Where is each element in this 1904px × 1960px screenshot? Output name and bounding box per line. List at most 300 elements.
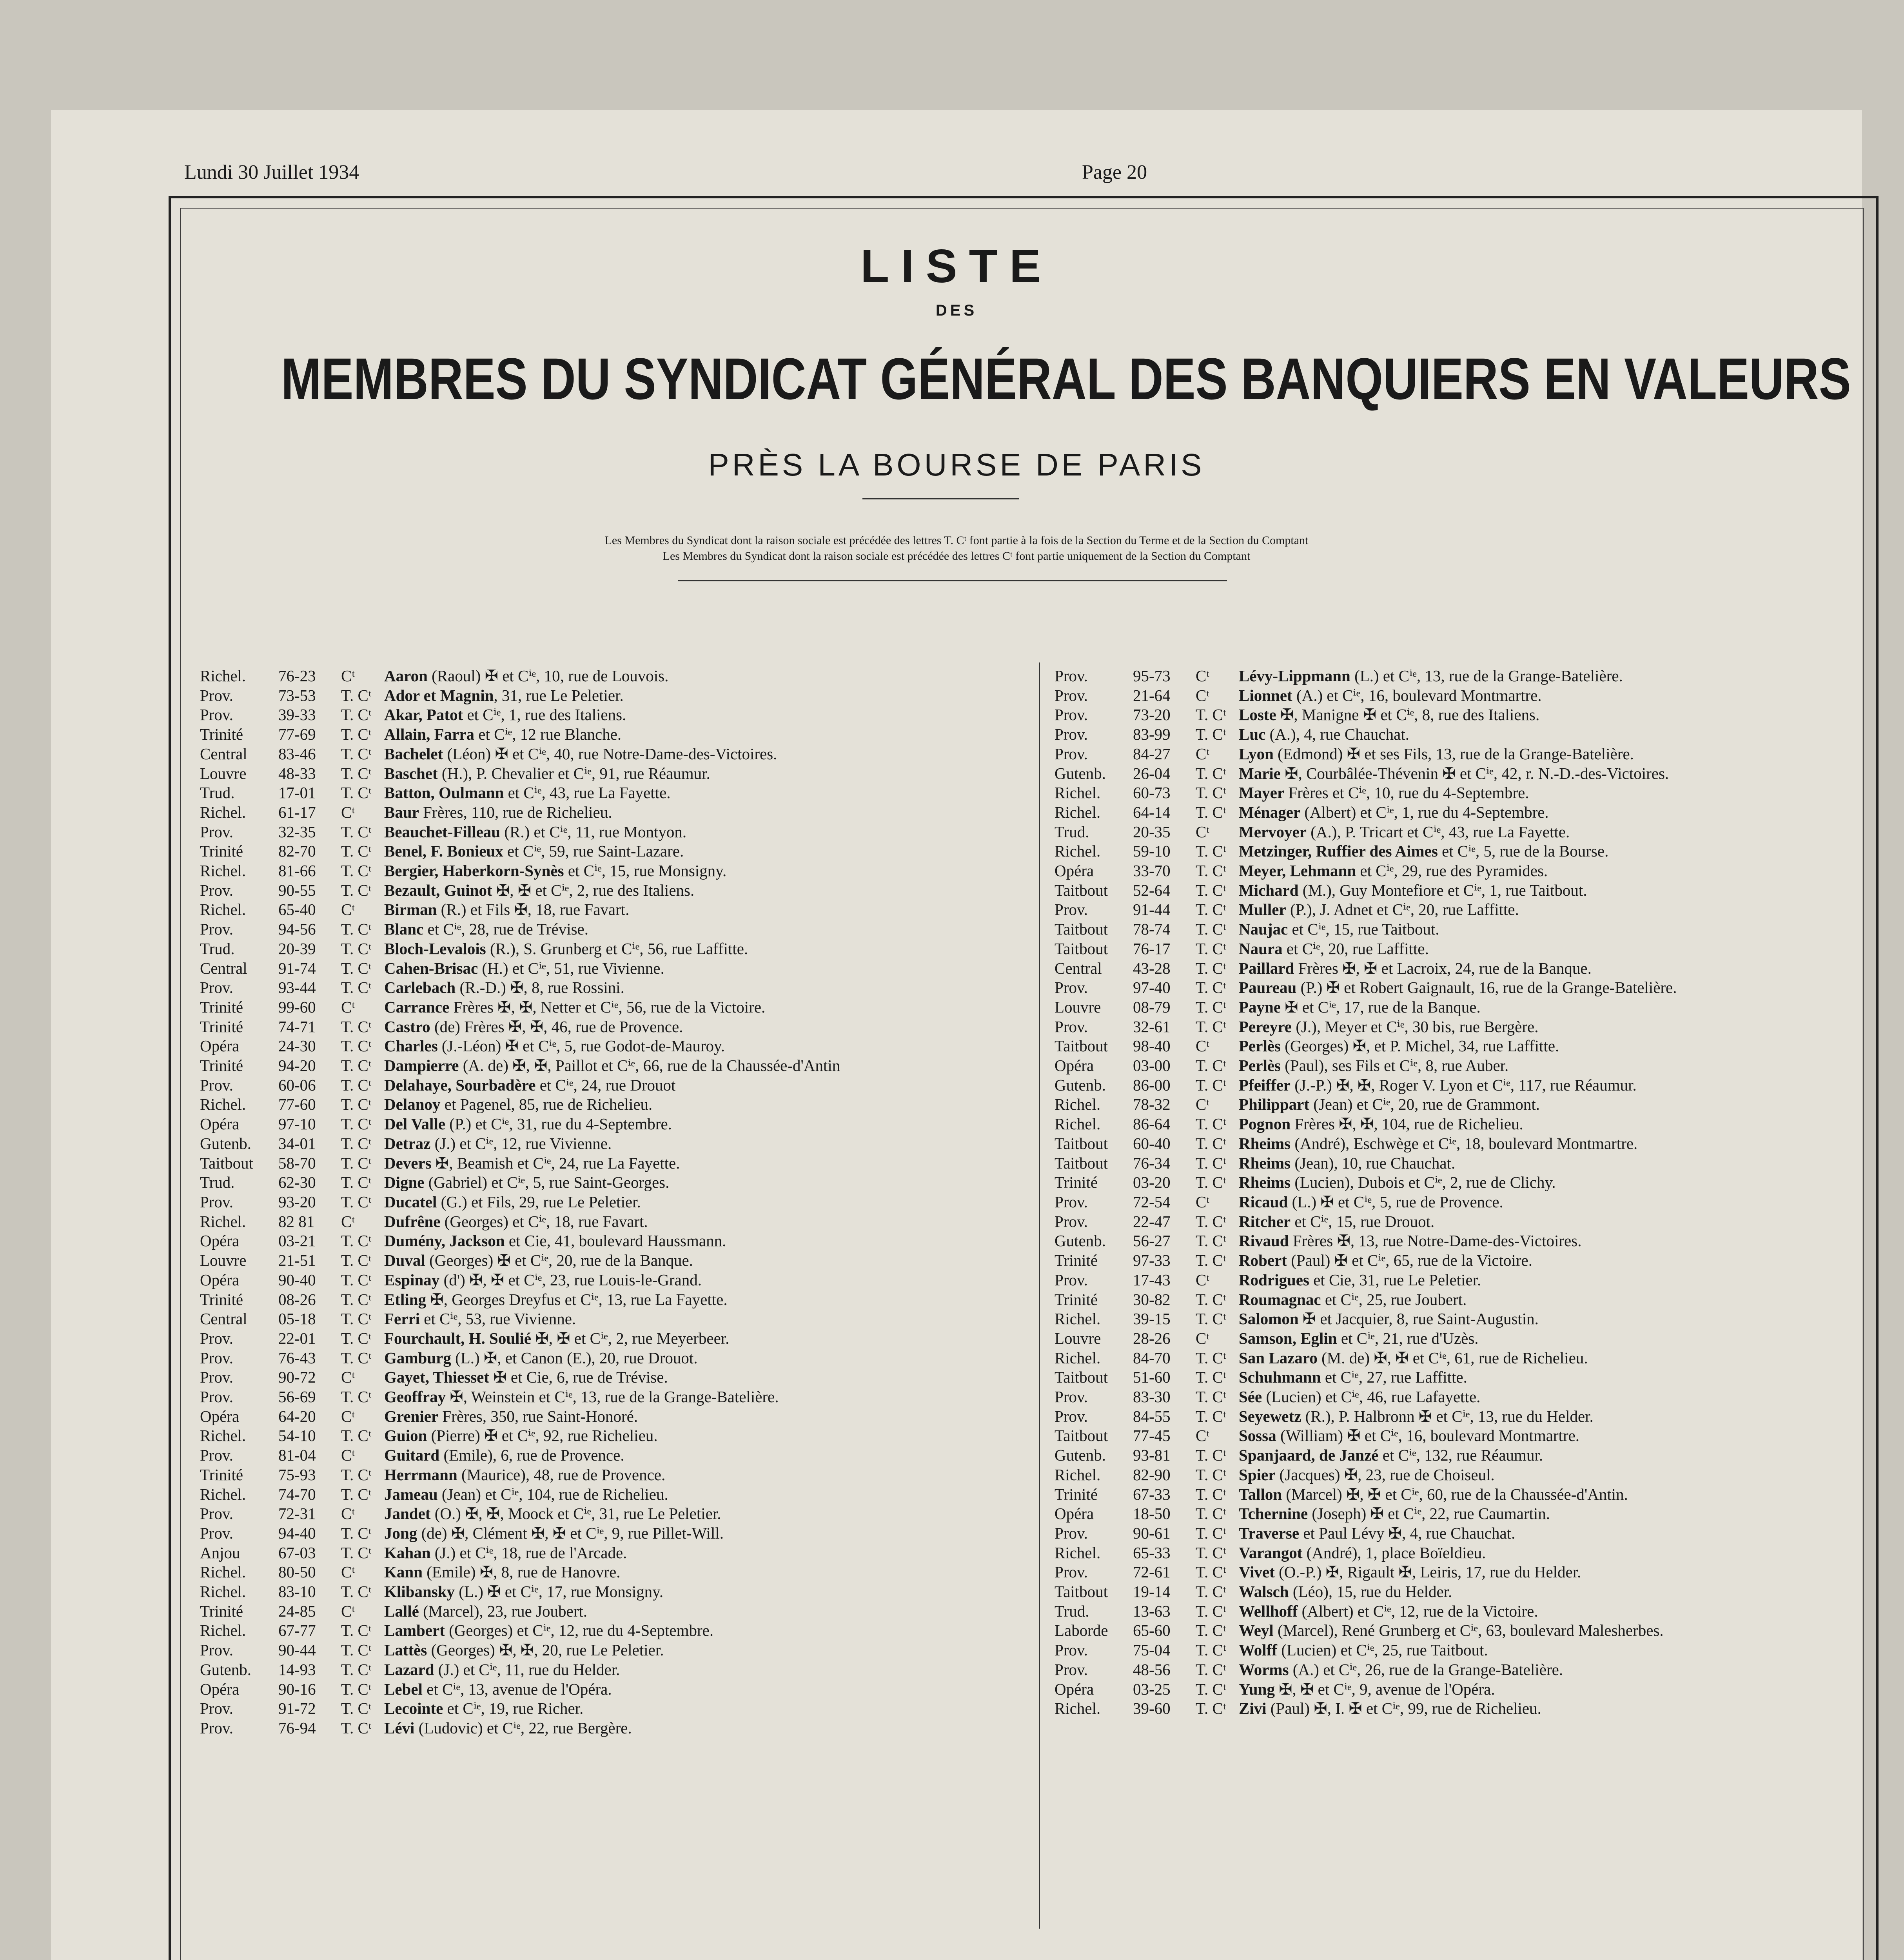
member-description (384, 900, 1023, 920)
member-exchange: Richel. (200, 803, 246, 821)
member-name: Metzinger, Ruffier des Aimes (1239, 842, 1438, 860)
member-name: Rheims (1239, 1173, 1291, 1192)
member-exchange: Richel. (1055, 1699, 1101, 1718)
member-phone: 20-35 (1133, 822, 1171, 841)
member-exchange: Prov. (1055, 706, 1088, 724)
member-description (384, 1114, 1023, 1134)
member-description (1239, 783, 1862, 803)
member-address: ✠ et Jacquier, 8, rue Saint-Augustin. (1298, 1310, 1539, 1328)
member-name: Wolff (1239, 1641, 1277, 1659)
member-name: Sossa (1239, 1426, 1276, 1445)
member-exchange: Richel. (1055, 842, 1101, 860)
member-exchange: Trinité (200, 998, 243, 1016)
member-exchange: Richel. (200, 1485, 246, 1503)
member-description (384, 1465, 1023, 1485)
member-row (200, 1699, 1023, 1719)
member-row (200, 666, 1023, 686)
member-phone: 65-60 (1133, 1621, 1171, 1640)
member-row (200, 1192, 1023, 1212)
member-section: Cᵗ (341, 1446, 355, 1465)
member-row (1055, 783, 1862, 803)
member-exchange: Prov. (1055, 1660, 1088, 1679)
member-exchange: Prov. (200, 1719, 234, 1737)
member-name: Naura (1239, 939, 1283, 958)
member-section: T. Cᵗ (341, 1543, 372, 1562)
member-row (1055, 1660, 1862, 1680)
member-row (1055, 1543, 1862, 1563)
member-description (1239, 1621, 1862, 1641)
member-row (1055, 861, 1862, 881)
member-section: T. Cᵗ (1196, 725, 1226, 744)
member-phone: 32-35 (278, 822, 316, 841)
member-name: Seyewetz (1239, 1407, 1301, 1425)
member-description (1239, 1114, 1862, 1134)
member-exchange: Richel. (1055, 1348, 1101, 1367)
member-section: T. Cᵗ (1196, 881, 1226, 899)
member-exchange: Trinité (200, 1017, 243, 1036)
member-phone: 52-64 (1133, 881, 1171, 899)
member-section: Cᵗ (341, 1563, 355, 1581)
member-row (1055, 881, 1862, 900)
member-name: Rheims (1239, 1134, 1291, 1152)
member-row (1055, 764, 1862, 784)
member-exchange: Taitbout (1055, 920, 1108, 938)
member-phone: 82 81 (278, 1212, 315, 1230)
member-description (384, 725, 1023, 744)
member-phone: 74-71 (278, 1017, 316, 1036)
member-phone: 30-82 (1133, 1290, 1171, 1308)
member-address: Frères, 350, rue Saint-Honoré. (438, 1407, 638, 1425)
member-phone: 73-53 (278, 686, 316, 704)
member-section: Cᵗ (341, 1504, 355, 1523)
member-name: Dufrêne (384, 1212, 441, 1230)
member-exchange: Opéra (1055, 862, 1094, 880)
member-description (384, 1251, 1023, 1270)
member-row (200, 1076, 1023, 1095)
member-address: et Paul Lévy ✠, 4, rue Chauchat. (1299, 1524, 1516, 1542)
member-phone: 48-33 (278, 764, 316, 782)
member-description (384, 1485, 1023, 1504)
member-section: T. Cᵗ (1196, 1115, 1226, 1133)
member-section: T. Cᵗ (1196, 1251, 1226, 1270)
member-section: T. Cᵗ (1196, 803, 1226, 821)
member-name: Digne (384, 1173, 425, 1192)
member-phone: 94-56 (278, 920, 316, 938)
member-description (384, 1036, 1023, 1056)
member-exchange: Prov. (200, 881, 234, 899)
member-address: (O.) ✠, ✠, Moock et Cⁱᵉ, 31, rue Le Peletier. (430, 1504, 721, 1523)
member-name: Lévy-Lippmann (1239, 667, 1350, 685)
member-address: (A. de) ✠, ✠, Paillot et Cⁱᵉ, 66, rue de la Chaussée-d'Antin (459, 1056, 840, 1075)
member-phone: 82-70 (278, 842, 316, 860)
member-exchange: Richel. (200, 1583, 246, 1601)
member-description (1239, 1699, 1862, 1719)
member-address: et Cⁱᵉ, 24, rue Drouot (535, 1076, 676, 1094)
member-row (1055, 842, 1862, 861)
member-address: (R.), S. Grunberg et Cⁱᵉ, 56, rue Laffitte. (486, 939, 748, 958)
member-row (1055, 822, 1862, 842)
member-phone: 56-27 (1133, 1232, 1171, 1250)
member-exchange: Central (1055, 959, 1102, 977)
member-phone: 03-00 (1133, 1056, 1171, 1075)
member-name: Lecointe (384, 1699, 443, 1718)
member-description (1239, 1231, 1862, 1251)
member-description (384, 1231, 1023, 1251)
member-section: T. Cᵗ (1196, 959, 1226, 977)
member-phone: 78-74 (1133, 920, 1171, 938)
member-row (1055, 1251, 1862, 1270)
member-section: T. Cᵗ (341, 1660, 372, 1679)
member-description (384, 1680, 1023, 1699)
member-phone: 39-60 (1133, 1699, 1171, 1718)
member-phone: 83-46 (278, 744, 316, 763)
member-address: et Cⁱᵉ, 27, rue Laffitte. (1321, 1368, 1467, 1387)
member-row (200, 764, 1023, 784)
member-phone: 83-30 (1133, 1388, 1171, 1406)
member-phone: 67-33 (1133, 1485, 1171, 1503)
member-name: Spanjaard, de Janzé (1239, 1446, 1379, 1465)
member-section: T. Cᵗ (1196, 1310, 1226, 1328)
title-des: DES (935, 302, 978, 319)
member-address: (J.) et Cⁱᵉ, 18, rue de l'Arcade. (430, 1543, 627, 1562)
member-address: (Marcel), 23, rue Joubert. (419, 1602, 588, 1620)
member-name: Perlès (1239, 1056, 1281, 1075)
member-name: Guion (384, 1426, 427, 1445)
member-exchange: Prov. (200, 1192, 234, 1211)
member-exchange: Trud. (200, 784, 235, 802)
member-description (384, 1368, 1023, 1387)
member-description (384, 1348, 1023, 1368)
member-phone: 91-74 (278, 959, 316, 977)
member-name: Beauchet-Filleau (384, 822, 501, 841)
member-row (1055, 1290, 1862, 1310)
member-description (1239, 666, 1862, 686)
member-row (1055, 939, 1862, 959)
member-description (1239, 861, 1862, 881)
member-address: (Georges) et Cⁱᵉ, 18, rue Favart. (440, 1212, 648, 1230)
member-name: Jandet (384, 1504, 431, 1523)
member-row (200, 725, 1023, 744)
member-section: T. Cᵗ (341, 842, 372, 860)
member-section: T. Cᵗ (341, 1290, 372, 1308)
member-row (1055, 1036, 1862, 1056)
member-name: Cahen-Brisac (384, 959, 478, 977)
member-description (1239, 1446, 1862, 1465)
member-name: Ritcher (1239, 1212, 1291, 1230)
member-section: T. Cᵗ (1196, 1154, 1226, 1172)
member-phone: 97-10 (278, 1115, 316, 1133)
member-name: Marie (1239, 764, 1281, 782)
member-name: Zivi (1239, 1699, 1267, 1718)
member-phone: 90-16 (278, 1680, 316, 1698)
member-row (1055, 1329, 1862, 1348)
member-row (200, 1368, 1023, 1387)
member-name: Ménager (1239, 803, 1301, 821)
member-address: et Cⁱᵉ, 5, rue de la Bourse. (1438, 842, 1609, 860)
notes-rule (678, 580, 1227, 581)
member-address: (Edmond) ✠ et ses Fils, 13, rue de la Grange-Batelière. (1273, 744, 1634, 763)
member-row (1055, 1621, 1862, 1641)
member-address: Frères ✠, 13, rue Notre-Dame-des-Victoires. (1289, 1232, 1582, 1250)
member-row (1055, 1368, 1862, 1387)
member-section: T. Cᵗ (1196, 1543, 1226, 1562)
member-description (1239, 1036, 1862, 1056)
member-description (1239, 764, 1862, 784)
member-section: T. Cᵗ (1196, 978, 1226, 997)
member-row (1055, 744, 1862, 764)
member-phone: 75-04 (1133, 1641, 1171, 1659)
member-section: T. Cᵗ (341, 1134, 372, 1152)
member-row (1055, 1582, 1862, 1602)
member-exchange: Richel. (200, 862, 246, 880)
member-address: (A.), 4, rue Chauchat. (1265, 725, 1409, 744)
member-name: Ricaud (1239, 1192, 1288, 1211)
member-phone: 24-85 (278, 1602, 316, 1620)
member-section: T. Cᵗ (1196, 764, 1226, 782)
member-row (200, 1017, 1023, 1037)
member-exchange: Richel. (1055, 1115, 1101, 1133)
member-section: T. Cᵗ (1196, 842, 1226, 860)
member-name: Bezault, Guinot (384, 881, 492, 899)
member-description (1239, 998, 1862, 1017)
member-address: (Jean) et Cⁱᵉ, 20, rue de Grammont. (1309, 1095, 1540, 1114)
member-row (1055, 978, 1862, 998)
member-exchange: Gutenb. (1055, 764, 1106, 782)
member-address: (de) Frères ✠, ✠, 46, rue de Provence. (430, 1017, 683, 1036)
page-header (184, 161, 1756, 184)
member-address: (P.) ✠ et Robert Gaignault, 16, rue de la Grange-Batelière. (1296, 978, 1677, 997)
member-description (384, 1056, 1023, 1076)
member-section: T. Cᵗ (1196, 1407, 1226, 1425)
member-description (384, 1446, 1023, 1465)
member-description (1239, 1309, 1862, 1329)
member-row (200, 1602, 1023, 1621)
member-phone: 43-28 (1133, 959, 1171, 977)
member-name: Klibansky (384, 1583, 455, 1601)
member-description (1239, 939, 1862, 959)
member-description (1239, 1368, 1862, 1387)
member-phone: 86-00 (1133, 1076, 1171, 1094)
member-description (384, 1076, 1023, 1095)
member-description (384, 1407, 1023, 1426)
member-section: Cᵗ (1196, 667, 1210, 685)
member-row (200, 1524, 1023, 1543)
member-phone: 03-25 (1133, 1680, 1171, 1698)
member-section: T. Cᵗ (341, 1095, 372, 1114)
member-description (1239, 1329, 1862, 1348)
member-name: Walsch (1239, 1583, 1289, 1601)
member-name: Rheims (1239, 1154, 1291, 1172)
member-description (384, 1387, 1023, 1407)
member-section: T. Cᵗ (1196, 1465, 1226, 1484)
member-name: Castro (384, 1017, 430, 1036)
member-phone: 77-45 (1133, 1426, 1171, 1445)
member-exchange: Richel. (1055, 784, 1101, 802)
member-name: Jong (384, 1524, 417, 1542)
member-description (1239, 1095, 1862, 1114)
member-name: Tallon (1239, 1485, 1282, 1503)
member-description (1239, 1134, 1862, 1154)
member-phone: 91-72 (278, 1699, 316, 1718)
member-description (384, 1329, 1023, 1348)
member-name: Philippart (1239, 1095, 1309, 1114)
member-row (1055, 1173, 1862, 1192)
member-section: T. Cᵗ (341, 1251, 372, 1270)
member-description (1239, 1641, 1862, 1660)
member-exchange: Prov. (200, 686, 234, 704)
member-description (384, 1192, 1023, 1212)
member-description (384, 998, 1023, 1017)
member-phone: 59-10 (1133, 842, 1171, 860)
member-name: Schuhmann (1239, 1368, 1321, 1387)
member-address: (R.-D.) ✠, 8, rue Rossini. (456, 978, 624, 997)
member-name: Delahaye, Sourbadère (384, 1076, 536, 1094)
member-exchange: Prov. (1055, 1563, 1088, 1581)
member-exchange: Prov. (200, 1699, 234, 1718)
member-phone: 76-94 (278, 1719, 316, 1737)
member-phone: 94-40 (278, 1524, 316, 1542)
member-name: Birman (384, 900, 437, 919)
member-phone: 60-40 (1133, 1134, 1171, 1152)
member-exchange: Opéra (200, 1115, 240, 1133)
member-phone: 18-50 (1133, 1504, 1171, 1523)
member-description (384, 1426, 1023, 1446)
member-phone: 17-43 (1133, 1270, 1171, 1289)
member-name: Espinay (384, 1270, 440, 1289)
member-name: Meyer, Lehmann (1239, 862, 1356, 880)
member-phone: 51-60 (1133, 1368, 1171, 1387)
member-name: Dampierre (384, 1056, 459, 1075)
member-phone: 22-47 (1133, 1212, 1171, 1230)
member-section: T. Cᵗ (1196, 1504, 1226, 1523)
member-description (384, 978, 1023, 998)
member-row (200, 842, 1023, 861)
member-address: (Jean), 10, rue Chauchat. (1291, 1154, 1456, 1172)
member-phone: 56-69 (278, 1388, 316, 1406)
member-row (1055, 1212, 1862, 1232)
member-exchange: Trinité (1055, 1485, 1098, 1503)
member-name: Fourchault, H. Soulié (384, 1329, 532, 1347)
member-phone: 84-55 (1133, 1407, 1171, 1425)
member-name: Paillard (1239, 959, 1294, 977)
member-name: San Lazaro (1239, 1348, 1318, 1367)
member-address: ✠, Georges Dreyfus et Cⁱᵉ, 13, rue La Fayette. (426, 1290, 728, 1308)
member-row (1055, 1134, 1862, 1154)
member-exchange: Gutenb. (1055, 1076, 1106, 1094)
member-exchange: Trinité (1055, 1173, 1098, 1192)
member-name: Lattès (384, 1641, 427, 1659)
member-row (200, 1212, 1023, 1232)
member-exchange: Prov. (200, 1076, 234, 1094)
member-phone: 74-70 (278, 1485, 316, 1503)
member-address: ✠, Manigne ✠ et Cⁱᵉ, 8, rue des Italiens. (1276, 706, 1540, 724)
member-exchange: Richel. (200, 667, 246, 685)
member-section: Cᵗ (1196, 1426, 1210, 1445)
member-section: T. Cᵗ (341, 1017, 372, 1036)
member-name: Jameau (384, 1485, 438, 1503)
member-exchange: Prov. (1055, 1524, 1088, 1542)
member-description (1239, 1192, 1862, 1212)
member-address: (Pierre) ✠ et Cⁱᵉ, 92, rue Richelieu. (427, 1426, 658, 1445)
member-name: Akar, Patot (384, 706, 463, 724)
member-row (200, 1290, 1023, 1310)
member-name: Batton, Oulmann (384, 784, 504, 802)
member-description (1239, 1270, 1862, 1290)
member-description (1239, 1680, 1862, 1699)
member-row (200, 1719, 1023, 1738)
member-section: T. Cᵗ (341, 1115, 372, 1133)
member-description (384, 803, 1023, 822)
member-phone: 60-73 (1133, 784, 1171, 802)
member-exchange: Taitbout (1055, 1037, 1108, 1055)
member-row (200, 1251, 1023, 1270)
title-rule (862, 498, 1019, 499)
member-row (200, 1114, 1023, 1134)
member-phone: 58-70 (278, 1154, 316, 1172)
member-phone: 65-40 (278, 900, 316, 919)
member-name: Duval (384, 1251, 425, 1270)
member-description (1239, 920, 1862, 939)
member-section: Cᵗ (1196, 686, 1210, 704)
member-phone: 90-44 (278, 1641, 316, 1659)
member-address: (R.), P. Halbronn ✠ et Cⁱᵉ, 13, rue du Helder. (1301, 1407, 1594, 1425)
member-name: Kann (384, 1563, 423, 1581)
member-exchange: Central (200, 959, 247, 977)
member-exchange: Richel. (200, 1426, 246, 1445)
member-phone: 72-54 (1133, 1192, 1171, 1211)
member-row (200, 978, 1023, 998)
main-title: MEMBRES DU SYNDICAT GÉNÉRAL DES BANQUIERS EN VALEURS (281, 346, 1851, 412)
member-section: T. Cᵗ (341, 1310, 372, 1328)
member-phone: 22-01 (278, 1329, 316, 1347)
header-date: Lundi 30 Juillet 1934 (184, 161, 359, 183)
member-section: T. Cᵗ (1196, 1602, 1226, 1620)
member-address: (Georges) et Cⁱᵉ, 12, rue du 4-Septembre. (445, 1621, 714, 1640)
member-exchange: Opéra (200, 1407, 240, 1425)
member-name: Aaron (384, 667, 428, 685)
member-exchange: Gutenb. (200, 1660, 251, 1679)
member-phone: 83-10 (278, 1583, 316, 1601)
column-divider (1039, 662, 1040, 1929)
member-description (384, 1524, 1023, 1543)
member-row (200, 1543, 1023, 1563)
member-row (200, 1154, 1023, 1173)
member-row (200, 1680, 1023, 1699)
member-phone: 80-50 (278, 1563, 316, 1581)
member-description (1239, 1524, 1862, 1543)
member-address: et Cⁱᵉ, 25, rue Joubert. (1321, 1290, 1467, 1308)
member-section: T. Cᵗ (341, 939, 372, 958)
member-phone: 84-70 (1133, 1348, 1171, 1367)
member-address: Frères, 110, rue de Richelieu. (419, 803, 612, 821)
member-section: T. Cᵗ (1196, 706, 1226, 724)
member-exchange: Gutenb. (1055, 1232, 1106, 1250)
member-address: (Marcel) ✠, ✠ et Cⁱᵉ, 60, rue de la Chaussée-d'Antin. (1282, 1485, 1628, 1503)
member-address: (G.) et Fils, 29, rue Le Peletier. (437, 1192, 641, 1211)
member-phone: 90-55 (278, 881, 316, 899)
member-phone: 82-90 (1133, 1465, 1171, 1484)
member-name: Rivaud (1239, 1232, 1289, 1250)
member-exchange: Richel. (200, 900, 246, 919)
member-description (1239, 705, 1862, 725)
member-phone: 90-40 (278, 1270, 316, 1289)
member-exchange: Trinité (200, 1290, 243, 1308)
member-address: (J.) et Cⁱᵉ, 11, rue du Helder. (434, 1660, 620, 1679)
member-address: (J.), Meyer et Cⁱᵉ, 30 bis, rue Bergère. (1292, 1017, 1539, 1036)
member-exchange: Taitbout (1055, 1426, 1108, 1445)
member-name: Robert (1239, 1251, 1287, 1270)
member-description (1239, 822, 1862, 842)
